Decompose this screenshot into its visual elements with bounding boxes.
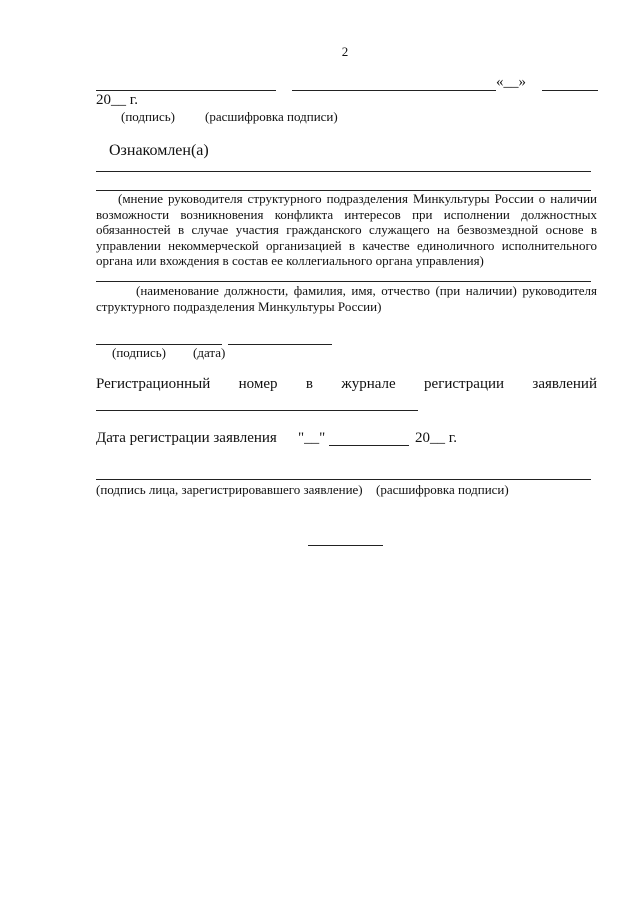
registration-year: 20__ г. [415, 430, 457, 446]
registration-number-label: Регистрационный номер в журнале регистрации заявлений [96, 376, 597, 392]
head-date-caption: (дата) [193, 345, 226, 360]
head-date-line [228, 344, 332, 345]
year-text: 20__ г. [96, 92, 138, 108]
registrar-signature-caption: (подпись лица, зарегистрировавшего заявление) [96, 482, 363, 497]
opinion-caption: (мнение руководителя структурного подразделения Минкультуры России о наличии возможности возникновения конфликта интересов при исполнении должностных обязанностей в случае участия гражданского служащего на безвозмездной основе в управлении некоммерческой организацией в качестве единоличного исполнительного органа или вхождения в состав ее коллегиального органа управления) [96, 191, 597, 269]
decoding-caption: (расшифровка подписи) [205, 109, 338, 124]
signature-line [96, 90, 276, 91]
closing-rule [308, 545, 383, 546]
registration-number-line [96, 410, 418, 411]
registrar-line [96, 479, 591, 480]
registrar-decoding-caption: (расшифровка подписи) [376, 482, 509, 497]
opinion-line-1 [96, 171, 591, 172]
registration-date-label: Дата регистрации заявления [96, 430, 277, 446]
acquainted-label: Ознакомлен(а) [109, 142, 209, 159]
head-signature-caption: (подпись) [112, 345, 166, 360]
head-name-caption: (наименование должности, фамилия, имя, отчество (при наличии) руководителя структурного подразделения Минкультуры России) [96, 283, 597, 314]
registration-month-line [329, 445, 409, 446]
head-name-line [96, 281, 591, 282]
decoding-line [292, 90, 496, 91]
date-line [542, 90, 598, 91]
date-quote: «__» [496, 74, 526, 90]
page-number: 2 [341, 44, 349, 59]
signature-caption: (подпись) [121, 109, 175, 124]
registration-date-quote: "__" [298, 430, 326, 446]
